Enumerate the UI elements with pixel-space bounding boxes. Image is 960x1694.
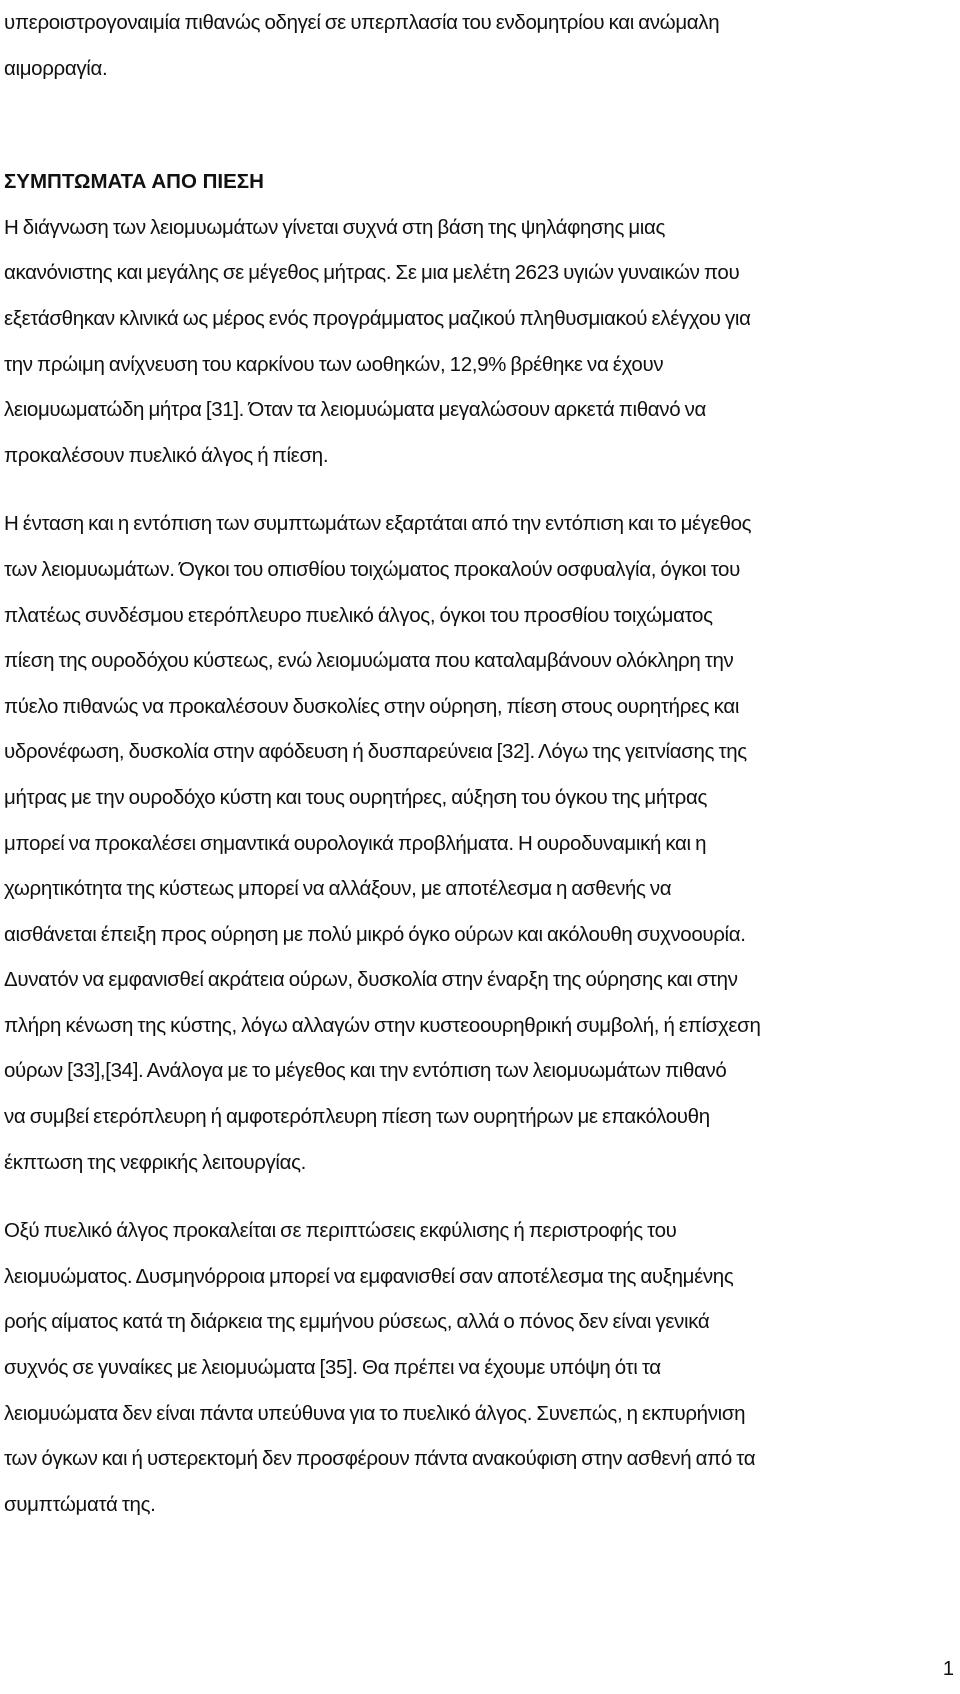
text-line: πλατέως συνδέσμου ετερόπλευρο πυελικό άλγος, όγκοι του προσθίου τοιχώματος — [4, 603, 713, 627]
text-line: πλήρη κένωση της κύστης, λόγω αλλαγών στην κυστεοουρηθρική συμβολή, ή επίσχεση — [4, 1013, 761, 1037]
text-line: πύελο πιθανώς να προκαλέσουν δυσκολίες στην ούρηση, πίεση στους ουρητήρες και — [4, 694, 740, 718]
text-line: αισθάνεται έπειξη προς ούρηση με πολύ μικρό όγκο ούρων και ακόλουθη συχνοουρία. — [4, 922, 746, 946]
text-line: εξετάσθηκαν κλινικά ως μέρος ενός προγράμματος μαζικού πληθυσμιακού ελέγχου για — [4, 306, 751, 330]
paragraph-diagnosis — [4, 205, 954, 479]
text-line: Οξύ πυελικό άλγος προκαλείται σε περιπτώσεις εκφύλισης ή περιστροφής του — [4, 1219, 677, 1243]
text-line: πίεση της ουροδόχου κύστεως, ενώ λειομυώματα που καταλαμβάνουν ολόκληρη την — [4, 649, 734, 673]
text-line: λειομυώματος. Δυσμηνόρροια μπορεί να εμφανισθεί σαν αποτέλεσμα της αυξημένης — [4, 1264, 734, 1288]
text-line: χωρητικότητα της κύστεως μπορεί να αλλάξουν, με αποτέλεσμα η ασθενής να — [4, 877, 672, 901]
text-line: Η διάγνωση των λειομυωμάτων γίνεται συχνά στη βάση της ψηλάφησης μιας — [4, 215, 666, 239]
text-line: ακανόνιστης και μεγάλης σε μέγεθος μήτρας. Σε μια μελέτη 2623 υγιών γυναικών που — [4, 261, 740, 285]
text-line: Δυνατόν να εμφανισθεί ακράτεια ούρων, δυσκολία στην έναρξη της ούρησης και στην — [4, 968, 738, 992]
text-line: των λειομυωμάτων. Όγκοι του οπισθίου τοιχώματος προκαλούν οσφυαλγία, όγκοι του — [4, 557, 740, 581]
page-number: 1 — [942, 1658, 954, 1680]
text-line: υπεροιστρογοναιμία πιθανώς οδηγεί σε υπερπλασία του ενδομητρίου και ανώμαλη — [4, 11, 720, 34]
text-line: μήτρας με την ουροδόχο κύστη και τους ουρητήρες, αύξηση του όγκου της μήτρας — [4, 785, 708, 809]
paragraph-symptoms — [4, 501, 954, 1185]
text-line: μπορεί να προκαλέσει σημαντικά ουρολογικά προβλήματα. Η ουροδυναμική και η — [4, 831, 707, 855]
text-line: υδρονέφωση, δυσκολία στην αφόδευση ή δυσπαρεύνεια [32]. Λόγω της γειτνίασης της — [4, 740, 747, 764]
intro-paragraph — [4, 0, 954, 91]
document-page — [4, 0, 954, 1527]
text-line: έκπτωση της νεφρικής λειτουργίας. — [4, 1150, 306, 1174]
text-line: Η ένταση και η εντόπιση των συμπτωμάτων εξαρτάται από την εντόπιση και το μέγεθος — [4, 512, 752, 536]
text-line: προκαλέσουν πυελικό άλγος ή πίεση. — [4, 443, 329, 467]
text-line: ούρων [33],[34]. Ανάλογα με το μέγεθος και την εντόπιση των λειομυωμάτων πιθανό — [4, 1059, 727, 1083]
text-line: αιμορραγία. — [4, 56, 108, 80]
text-line: λειομυωματώδη μήτρα [31]. Όταν τα λειομυώματα μεγαλώσουν αρκετά πιθανό να — [4, 398, 706, 422]
text-line: την πρώιμη ανίχνευση του καρκίνου των ωοθηκών, 12,9% βρέθηκε να έχουν — [4, 352, 664, 376]
text-line: ροής αίματος κατά τη διάρκεια της εμμήνου ρύσεως, αλλά ο πόνος δεν είναι γενικά — [4, 1310, 710, 1334]
text-line: συμπτώματά της. — [4, 1492, 156, 1516]
text-line: λειομυώματα δεν είναι πάντα υπεύθυνα για το πυελικό άλγος. Συνεπώς, η εκπυρήνιση — [4, 1401, 746, 1425]
text-line: των όγκων και ή υστερεκτομή δεν προσφέρουν πάντα ανακούφιση στην ασθενή από τα — [4, 1447, 756, 1471]
section-heading: ΣΥΜΠΤΩΜΑΤΑ ΑΠΟ ΠΙΕΣΗ — [4, 170, 264, 194]
text-line: να συμβεί ετερόπλευρη ή αμφοτερόπλευρη πίεση των ουρητήρων με επακόλουθη — [4, 1105, 710, 1129]
text-line: συχνός σε γυναίκες με λειομυώματα [35]. Θα πρέπει να έχουμε υπόψη ότι τα — [4, 1356, 661, 1380]
paragraph-pain — [4, 1208, 954, 1527]
